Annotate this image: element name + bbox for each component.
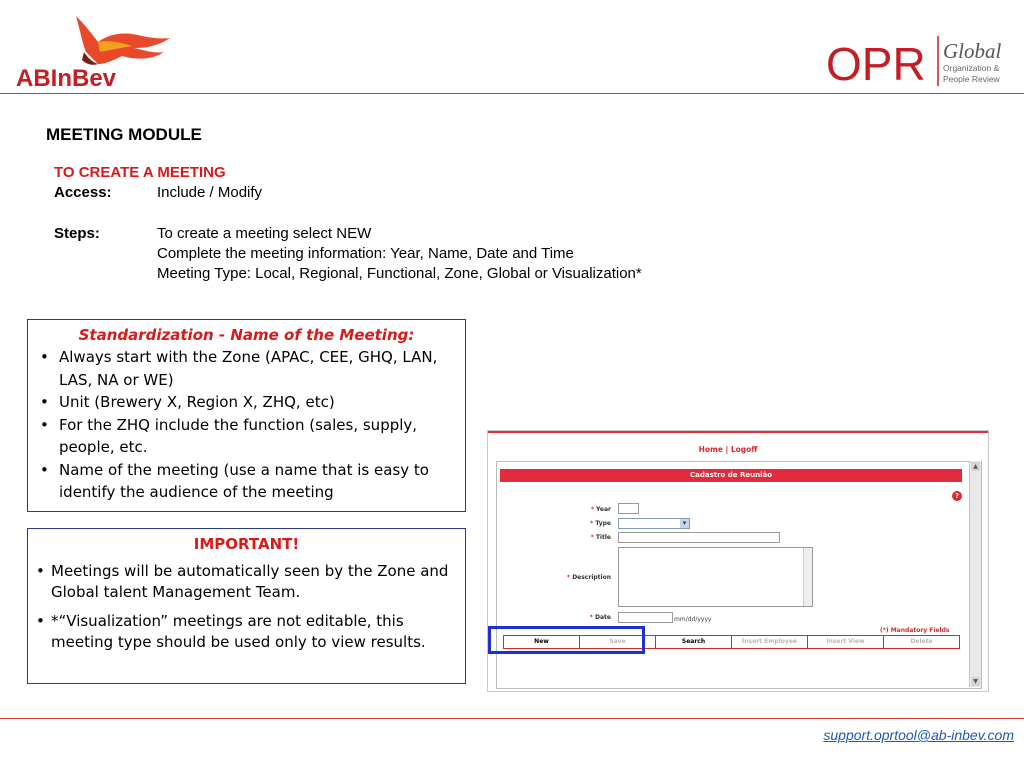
save-button[interactable]: Save (580, 636, 656, 648)
new-button[interactable]: New (504, 636, 580, 648)
list-item: • For the ZHQ include the function (sales, supply, people, etc. (40, 415, 418, 456)
help-icon[interactable]: ? (952, 491, 962, 501)
footer-divider (0, 718, 1024, 719)
steps-label: Steps: (54, 225, 100, 242)
svg-text:OPR: OPR (826, 38, 926, 90)
search-button[interactable]: Search (656, 636, 732, 648)
scrollbar[interactable] (969, 461, 981, 687)
header-divider (0, 93, 1024, 94)
step-item: Meeting Type: Local, Regional, Functional, Zone, Global or Visualization* (157, 265, 642, 282)
date-format-hint: mm/dd/yyyy (674, 616, 712, 623)
year-label: * Year (590, 506, 611, 513)
svg-text:Organization &: Organization & (943, 63, 1000, 73)
bullet: • (36, 562, 45, 580)
insert-employee-button[interactable]: Insert Employee (732, 636, 808, 648)
description-label: * Description (566, 574, 611, 581)
bullet: • (40, 393, 49, 411)
svg-text:People Review: People Review (943, 74, 1000, 84)
step-item: To create a meeting select NEW (157, 225, 372, 242)
scroll-down-icon[interactable]: ▼ (971, 677, 980, 686)
delete-button[interactable]: Delete (910, 638, 933, 645)
abinbev-logo (14, 12, 174, 92)
mandatory-fields-note: (*) Mandatory Fields (880, 627, 950, 634)
home-logoff-links[interactable]: Home | Logoff (698, 445, 758, 454)
insert-view-button[interactable]: Insert View (808, 636, 884, 648)
standardization-title: Standardization - Name of the Meeting: (78, 326, 415, 344)
chevron-down-icon[interactable]: ▾ (680, 519, 689, 528)
description-textarea[interactable] (618, 547, 813, 607)
svg-text:ABInBev: ABInBev (16, 65, 117, 92)
screenshot-top-bar (488, 431, 988, 433)
bullet: • (40, 415, 49, 434)
year-input[interactable] (618, 503, 639, 514)
date-input[interactable] (618, 612, 673, 623)
access-label: Access: (54, 184, 112, 201)
bullet: • (40, 348, 49, 366)
access-value: Include / Modify (157, 184, 263, 201)
list-item: • *“Visualization” meetings are not editable, this meeting type should be used only to view results. (36, 612, 426, 651)
scroll-up-icon[interactable]: ▲ (971, 462, 980, 471)
title-label: * Title (590, 534, 611, 541)
list-item: • Unit (Brewery X, Region X, ZHQ, etc) (28, 391, 465, 414)
date-label: * Date (589, 614, 611, 621)
eagle-icon (14, 12, 174, 92)
page-title: MEETING MODULE (46, 125, 202, 144)
standardization-box (27, 319, 466, 512)
standardization-list (28, 346, 465, 504)
important-list (28, 561, 465, 652)
support-email-link[interactable]: support.oprtool@ab-inbev.com (823, 727, 1014, 743)
section-title: TO CREATE A MEETING (54, 164, 226, 181)
step-item: Complete the meeting information: Year, Name, Date and Time (157, 245, 574, 262)
type-label: * Type (590, 520, 611, 527)
form-banner: Cadastro de Reunião (500, 469, 962, 482)
important-box (27, 528, 466, 684)
opr-global-logo (826, 34, 1016, 90)
textarea-scrollbar[interactable] (803, 548, 812, 606)
bullet: • (36, 612, 45, 630)
bullet: • (40, 460, 49, 479)
list-item: • Name of the meeting (use a name that is easy to identify the audience of the meeting (40, 460, 429, 501)
list-item: • Meetings will be automatically seen by the Zone and Global talent Management Team. (36, 562, 449, 601)
svg-text:Global: Global (943, 39, 1002, 63)
title-input[interactable] (618, 532, 780, 543)
type-select[interactable] (618, 518, 690, 529)
list-item: • Always start with the Zone (APAC, CEE, GHQ, LAN, LAS, NA or WE) (40, 348, 438, 389)
important-title: IMPORTANT! (193, 535, 300, 553)
new-button-highlight (488, 626, 645, 654)
